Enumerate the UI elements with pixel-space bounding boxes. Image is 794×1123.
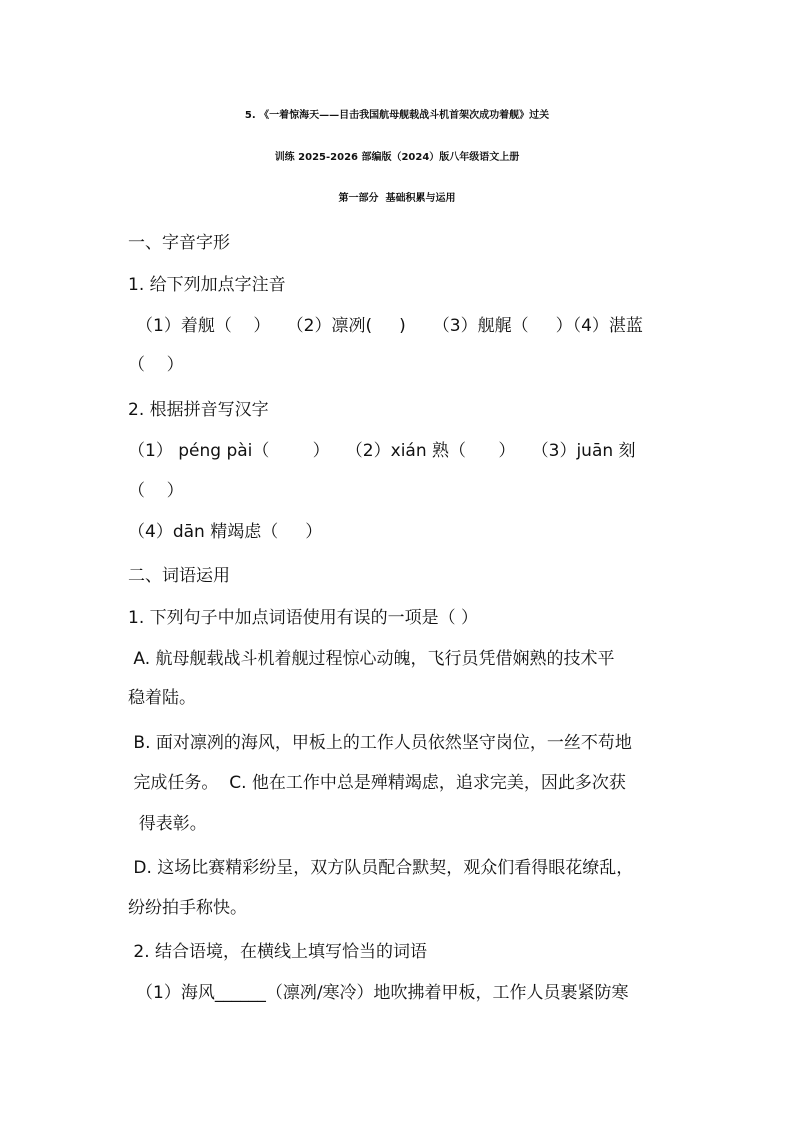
option-d-line-1: D. 这场比赛精彩纷呈，双方队员配合默契，观众们看得眼花缭乱， [128, 858, 634, 878]
option-b-line-2: 完成任务。 C. 他在工作中总是殚精竭虑，追求完美，因此多次获 [128, 773, 626, 793]
document-title-line-1: 5. 《一着惊海天——目击我国航母舰载战斗机首架次成功着舰》过关 [244, 110, 550, 121]
part-heading: 第一部分 基础积累与运用 [338, 193, 456, 204]
question-line: （ ） [128, 355, 184, 375]
document-title-line-2: 训练 2025-2026 部编版（2024）版八年级语文上册 [274, 152, 520, 163]
question-line: （ ） [128, 481, 184, 501]
option-d-line-2: 纷纷拍手称快。 [128, 898, 247, 918]
question-stem: 1. 下列句子中加点词语使用有误的一项是（ ） [128, 608, 479, 628]
option-b-line-1: B. 面对凛冽的海风，甲板上的工作人员依然坚守岗位，一丝不苟地 [128, 733, 632, 753]
option-a-line-2: 稳着陆。 [128, 688, 196, 708]
section-heading-1: 一、字音字形 [128, 233, 230, 253]
section-heading-2: 二、词语运用 [128, 566, 230, 586]
question-line: （4）dān 精竭虑（ ） [128, 522, 323, 542]
option-a-line-1: A. 航母舰载战斗机着舰过程惊心动魄，飞行员凭借娴熟的技术平 [128, 649, 615, 669]
question-line: （1）海风______（凛冽/寒冷）地吹拂着甲板，工作人员裹紧防寒 [136, 983, 629, 1003]
question-line: （1） péng pài（ ） （2）xián 熟（ ） （3）juān 刻 [128, 441, 636, 461]
question-stem: 2. 根据拼音写汉字 [128, 400, 269, 420]
question-line: （1）着舰（ ） （2）凛冽( ) （3）舰艉（ ）（4）湛蓝 [136, 316, 643, 336]
question-stem: 2. 结合语境，在横线上填写恰当的词语 [128, 942, 428, 962]
question-stem: 1. 给下列加点字注音 [128, 275, 286, 295]
option-b-line-3: 得表彰。 [128, 814, 207, 834]
